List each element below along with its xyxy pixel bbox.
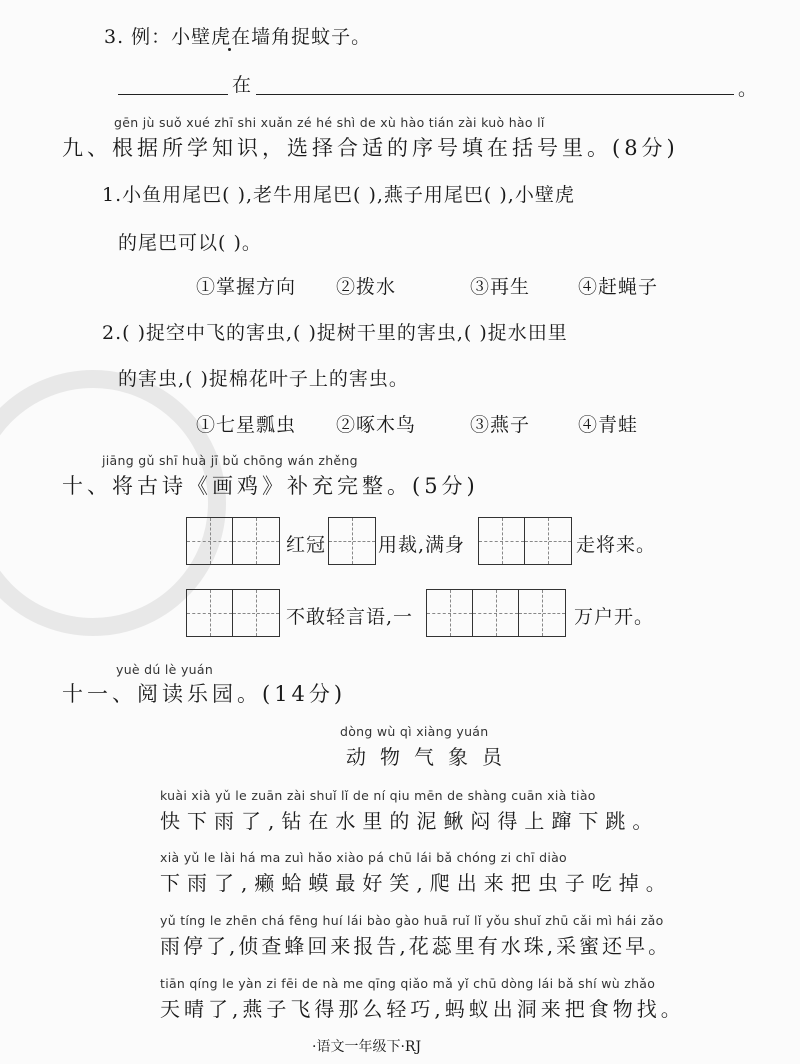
emphasis-dot (228, 48, 231, 51)
section9-heading: 九、根据所学知识，选择合适的序号填在括号里。(8分) (62, 136, 679, 160)
char-cell[interactable] (233, 590, 279, 636)
story-line4: 天晴了,燕子飞得那么轻巧,蚂蚁出洞来把食物找。 (160, 997, 685, 1021)
q2-option-2: ②啄木鸟 (336, 414, 417, 436)
poem-text-1: 红冠 (286, 534, 327, 556)
q1-option-4: ④赶蝇子 (578, 276, 659, 298)
story-line1-pinyin: kuài xià yǔ le zuān zài shuǐ lǐ de ní qiu mēn de shàng cuān xià tiào (160, 788, 596, 803)
poem-text-4: 不敢轻言语,一 (286, 606, 414, 628)
story-line3-pinyin: yǔ tíng le zhēn chá fēng huí lái bào gào huā ruǐ lǐ yǒu shuǐ zhū cǎi mì hái zǎo (160, 913, 664, 928)
section11-heading: 十一、阅读乐园。(14分) (62, 682, 347, 706)
char-cell[interactable] (233, 518, 279, 564)
q2-option-4: ④青蛙 (578, 414, 639, 436)
char-cell[interactable] (479, 518, 525, 564)
section11-pinyin: yuè dú lè yuán (116, 662, 214, 677)
q2-line2: 的害虫,( )捉棉花叶子上的害虫。 (118, 368, 409, 390)
story-line2-pinyin: xià yǔ le lài há ma zuì hǎo xiào pá chū lái bǎ chóng zi chī diào (160, 850, 568, 865)
poem-box-1[interactable] (186, 517, 280, 565)
blank-middle-char: 在 (232, 74, 253, 96)
story-line1: 快下雨了,钻在水里的泥鳅闷得上蹿下跳。 (160, 809, 660, 833)
answer-blank-2[interactable] (256, 94, 734, 95)
poem-text-5: 万户开。 (574, 606, 655, 628)
q1-option-3: ③再生 (470, 276, 531, 298)
char-cell[interactable] (519, 590, 565, 636)
story-line3: 雨停了,侦查蜂回来报告,花蕊里有水珠,采蜜还早。 (160, 934, 672, 958)
poem-text-2: 用裁,满身 (378, 534, 466, 556)
section10-pinyin: jiāng gǔ shī huà jī bǔ chōng wán zhěng (102, 453, 358, 468)
char-cell[interactable] (187, 518, 233, 564)
char-cell[interactable] (427, 590, 473, 636)
blank-end-mark: 。 (738, 78, 759, 100)
q1-option-1: ①掌握方向 (196, 276, 297, 298)
char-cell[interactable] (525, 518, 571, 564)
poem-box-4[interactable] (186, 589, 280, 637)
poem-text-3: 走将来。 (576, 534, 657, 556)
story-title: 动物气象员 (346, 745, 516, 769)
q1-option-2: ②拨水 (336, 276, 397, 298)
q1-line2: 的尾巴可以( )。 (118, 232, 262, 254)
char-cell[interactable] (473, 590, 519, 636)
q2-line1: 2.( )捉空中飞的害虫,( )捉树干里的害虫,( )捉水田里 (102, 322, 568, 344)
q1-line1: 1.小鱼用尾巴( ),老牛用尾巴( ),燕子用尾巴( ),小壁虎 (102, 184, 575, 206)
section10-heading: 十、将古诗《画鸡》补充完整。(5分) (62, 474, 479, 498)
char-cell[interactable] (329, 518, 375, 564)
poem-box-5[interactable] (426, 589, 566, 637)
example-sentence: 3. 例：小壁虎在墙角捉蚊子。 (104, 26, 372, 48)
char-cell[interactable] (187, 590, 233, 636)
q2-option-3: ③燕子 (470, 414, 531, 436)
poem-box-3[interactable] (478, 517, 572, 565)
page-footer: ·语文一年级下·RJ (312, 1039, 422, 1055)
poem-box-2[interactable] (328, 517, 376, 565)
story-line4-pinyin: tiān qíng le yàn zi fēi de nà me qīng qiǎo mǎ yǐ chū dòng lái bǎ shí wù zhǎo (160, 976, 656, 991)
story-line2: 下雨了,癞蛤蟆最好笑,爬出来把虫子吃掉。 (160, 871, 673, 895)
answer-blank-1[interactable] (118, 94, 228, 95)
q2-option-1: ①七星瓢虫 (196, 414, 297, 436)
section9-pinyin: gēn jù suǒ xué zhī shi xuǎn zé hé shì de xù hào tián zài kuò hào lǐ (114, 115, 545, 130)
story-title-pinyin: dòng wù qì xiàng yuán (340, 724, 489, 739)
